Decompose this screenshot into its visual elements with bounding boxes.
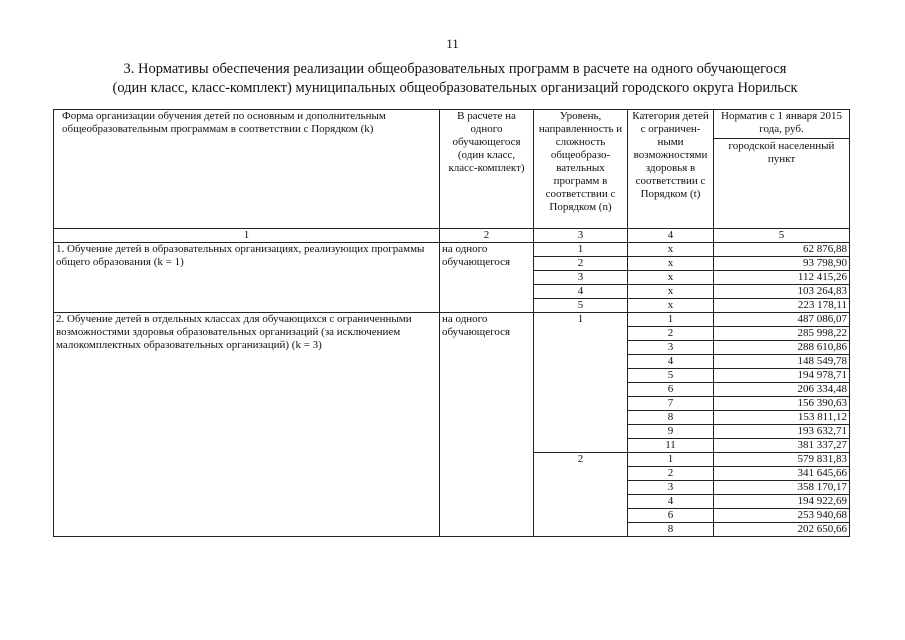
norm-value: 93 798,90 <box>714 257 850 271</box>
category-cell: 2 <box>628 327 714 341</box>
header-per: В расчете на одного обучающегося (один класс, класс-комплект) <box>440 110 534 229</box>
header-form: Форма организации обучения детей по основным и дополнительным общеобразовательным программам в соответствии с Порядком (k) <box>54 110 440 229</box>
norm-value: 288 610,86 <box>714 341 850 355</box>
norm-value: 341 645,66 <box>714 467 850 481</box>
category-cell: 4 <box>628 355 714 369</box>
header-category: Категория детей с ограничен-ными возможностями здоровья в соответствии с Порядком (t) <box>628 110 714 229</box>
title-line-2: (один класс, класс-комплект) муниципальных общеобразовательных организаций городского округа Норильск <box>112 80 798 96</box>
category-cell: 6 <box>628 509 714 523</box>
level-cell: 3 <box>534 271 628 285</box>
col-number-4: 4 <box>628 229 714 243</box>
header-norm-sub: городской населенный пункт <box>714 138 849 166</box>
norm-value: 358 170,17 <box>714 481 850 495</box>
norm-value: 202 650,66 <box>714 523 850 537</box>
norm-value: 285 998,22 <box>714 327 850 341</box>
header-level: Уровень, направленность и сложность общеобразо-вательных программ в соответствии с Порядком (n) <box>534 110 628 229</box>
norms-table <box>53 109 850 537</box>
category-cell: х <box>628 243 714 257</box>
category-cell: 8 <box>628 523 714 537</box>
category-cell: 5 <box>628 369 714 383</box>
norm-value: 487 086,07 <box>714 313 850 327</box>
norm-value: 148 549,78 <box>714 355 850 369</box>
category-cell: 7 <box>628 397 714 411</box>
category-cell: 9 <box>628 425 714 439</box>
header-norm <box>714 110 850 229</box>
category-cell: 1 <box>628 453 714 467</box>
norm-value: 223 178,11 <box>714 299 850 313</box>
category-cell: 11 <box>628 439 714 453</box>
level-cell: 1 <box>534 243 628 257</box>
norm-value: 253 940,68 <box>714 509 850 523</box>
norm-value: 156 390,63 <box>714 397 850 411</box>
section1-per: на одного обучающегося <box>440 243 534 313</box>
level-cell: 2 <box>534 453 628 537</box>
norm-value: 206 334,48 <box>714 383 850 397</box>
category-cell: х <box>628 271 714 285</box>
level-cell: 2 <box>534 257 628 271</box>
category-cell: 3 <box>628 341 714 355</box>
category-cell: 3 <box>628 481 714 495</box>
level-cell: 1 <box>534 313 628 453</box>
norm-value: 579 831,83 <box>714 453 850 467</box>
section1-form: 1. Обучение детей в образовательных организациях, реализующих программы общего образования (k = 1) <box>54 243 440 313</box>
title-line-1: 3. Нормативы обеспечения реализации общеобразовательных программ в расчете на одного обучающегося <box>123 61 787 77</box>
norm-value: 103 264,83 <box>714 285 850 299</box>
category-cell: 8 <box>628 411 714 425</box>
category-cell: х <box>628 285 714 299</box>
page-number: 11 <box>446 36 459 51</box>
col-number-3: 3 <box>534 229 628 243</box>
category-cell: 1 <box>628 313 714 327</box>
norm-value: 193 632,71 <box>714 425 850 439</box>
col-number-1: 1 <box>54 229 440 243</box>
col-number-5: 5 <box>714 229 850 243</box>
norm-value: 194 978,71 <box>714 369 850 383</box>
header-row <box>54 110 850 229</box>
table-row <box>54 313 850 327</box>
norm-value: 153 811,12 <box>714 411 850 425</box>
category-cell: 6 <box>628 383 714 397</box>
col-number-2: 2 <box>440 229 534 243</box>
level-cell: 4 <box>534 285 628 299</box>
norm-value: 381 337,27 <box>714 439 850 453</box>
document-title <box>40 60 870 98</box>
category-cell: 2 <box>628 467 714 481</box>
section2-form: 2. Обучение детей в отдельных классах для обучающихся с ограниченными возможностями здоровья образовательных организаций (за исключением малокомплектных образовательных организаций) (k = 3) <box>54 313 440 537</box>
header-norm-top: Норматив с 1 января 2015 года, руб. <box>721 110 842 135</box>
norm-value: 112 415,26 <box>714 271 850 285</box>
norm-value: 194 922,69 <box>714 495 850 509</box>
level-cell: 5 <box>534 299 628 313</box>
category-cell: 4 <box>628 495 714 509</box>
column-numbers-row <box>54 229 850 243</box>
table-row <box>54 243 850 257</box>
category-cell: х <box>628 299 714 313</box>
section2-per: на одного обучающегося <box>440 313 534 537</box>
norm-value: 62 876,88 <box>714 243 850 257</box>
category-cell: х <box>628 257 714 271</box>
